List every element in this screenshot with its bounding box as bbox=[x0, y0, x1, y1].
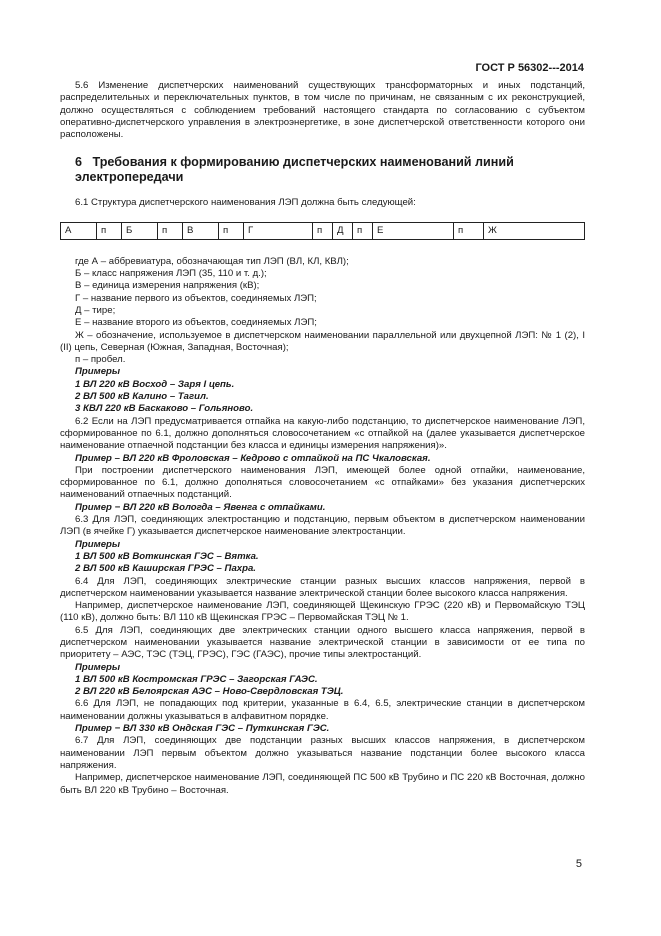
paragraph-6-7: 6.7 Для ЛЭП, соединяющих две подстанции разных высших классов напряжения, в диспетчерском наименовании ЛЭП первым объектом должно указываться название подстанции более высокого класса напряжения. bbox=[60, 735, 585, 771]
table-cell: А bbox=[61, 222, 97, 239]
example-item: 2 ВЛ 500 кВ Калино – Тагил. bbox=[75, 391, 209, 403]
example-item: 1 ВЛ 220 кВ Восход – Заря I цепь. bbox=[75, 378, 235, 390]
examples-block-2 bbox=[60, 539, 585, 576]
table-cell: В bbox=[183, 222, 219, 239]
legend-item: Д – тире; bbox=[75, 304, 116, 316]
paragraph-6-3: 6.3 Для ЛЭП, соединяющих электростанцию и подстанцию, первым объектом в диспетчерском наименовании ЛЭП (в ячейке Г) указывается диспетчерское наименование электростанции. bbox=[60, 514, 585, 538]
table-row bbox=[61, 222, 585, 239]
paragraph-6-4: 6.4 Для ЛЭП, соединяющих электрические станции разных высших классов напряжения, первой в диспетчерском наименовании указывается название электрической станции более высокого класса напряжения. bbox=[60, 575, 585, 599]
legend-item-zh: Ж – обозначение, используемое в диспетчерском наименовании параллельной или двухцепной ЛЭП: № 1 (2), I (II) цепь, Северная (Южная, Западная, Восточная); bbox=[60, 329, 585, 353]
legend-item: Г – название первого из объектов, соединяемых ЛЭП; bbox=[75, 292, 317, 304]
paragraph-6-1: 6.1 Структура диспетчерского наименования ЛЭП должна быть следующей: bbox=[75, 197, 416, 209]
name-structure-table bbox=[60, 222, 585, 240]
legend-item: где А – аббревиатура, обозначающая тип ЛЭП (ВЛ, КЛ, КВЛ); bbox=[75, 255, 349, 267]
paragraph-6-4b: Например, диспетчерское наименование ЛЭП, соединяющей Щекинскую ГРЭС (220 кВ) и Первомайскую ТЭЦ (110 кВ), должно быть: ВЛ 110 кВ Щекинская ГРЭС – Первомайская ТЭЦ № 1. bbox=[60, 600, 585, 624]
table-cell: Ж bbox=[484, 222, 585, 239]
table-cell: Е bbox=[373, 222, 454, 239]
paragraph-6-2b: При построении диспетчерского наименования ЛЭП, имеющей более одной отпайки, наименование, сформированное по 6.1, должно дополняться словосочетанием «с отпайками» без указания диспетчерских наименований отпаечных подстанций. bbox=[60, 464, 585, 501]
table-cell: п bbox=[313, 222, 333, 239]
table-cell: Б bbox=[122, 222, 158, 239]
example-6-2b: Пример − ВЛ 220 кВ Вологда – Явенга с отпайками. bbox=[75, 501, 326, 513]
table-cell: Д bbox=[333, 222, 353, 239]
example-item: 2 ВЛ 500 кВ Каширская ГРЭС – Пахра. bbox=[75, 563, 256, 575]
example-item: 2 ВЛ 220 кВ Белоярская АЭС – Ново-Свердловская ТЭЦ. bbox=[75, 686, 344, 698]
example-6-6: Пример − ВЛ 330 кВ Ондская ГЭС – Путкинская ГЭС. bbox=[75, 723, 330, 735]
table-cell: п bbox=[353, 222, 373, 239]
example-item: 1 ВЛ 500 кВ Воткинская ГЭС – Вятка. bbox=[75, 550, 259, 562]
example-item: 1 ВЛ 500 кВ Костромская ГРЭС – Загорская ГАЭС. bbox=[75, 673, 318, 685]
legend-item: Б – класс напряжения ЛЭП (35, 110 и т. д.); bbox=[75, 268, 267, 280]
paragraph-6-5: 6.5 Для ЛЭП, соединяющих две электрических станции одного высшего класса напряжения, первой в диспетчерском наименовании указывается название электрической станции в зависимости от ее типа по приоритету – АЭС, ТЭС (ТЭЦ, ГРЭС), ГЭС (ГАЭС), прочие типы электростанций. bbox=[60, 624, 585, 661]
table-cell: п bbox=[219, 222, 244, 239]
examples-block-1 bbox=[60, 366, 585, 415]
table-cell: п bbox=[97, 222, 122, 239]
paragraph-6-2: 6.2 Если на ЛЭП предусматривается отпайка на какую-либо подстанцию, то диспетчерское наименование ЛЭП, сформированное по 6.1, должно дополняться словосочетанием «с отпайкой на (далее указывается диспетчерское наименование отпаечной подстанции без класса и единицы измерения напряжения)». bbox=[60, 415, 585, 452]
examples-block-3 bbox=[60, 662, 585, 699]
examples-heading: Примеры bbox=[75, 538, 121, 550]
table-cell: п bbox=[454, 222, 484, 239]
page-content bbox=[60, 80, 585, 797]
paragraph-5-6: 5.6 Изменение диспетчерских наименований существующих трансформаторных и иных подстанций, распределительных и переключательных пунктов, в том числе по причинам, не связанным с их реконструкцией, должно осуществляться с соблюдением требований настоящего стандарта по согласованию с субъектом оперативно-диспетчерского управления в электроэнергетике, в зоне диспетчерской ответственности которого они расположены. bbox=[60, 80, 585, 141]
section-6-number: 6 bbox=[75, 155, 83, 170]
examples-heading: Примеры bbox=[75, 661, 121, 673]
document-id-header: ГОСТ Р 56302---2014 bbox=[475, 62, 584, 74]
page-number: 5 bbox=[575, 858, 582, 870]
section-6-heading bbox=[75, 155, 585, 185]
paragraph-6-6: 6.6 Для ЛЭП, не попадающих под критерии, указанные в 6.4, 6.5, электрические станции в диспетчерском наименовании должны указываться в алфавитном порядке. bbox=[60, 698, 585, 722]
examples-heading: Примеры bbox=[75, 366, 121, 378]
paragraph-6-7b: Например, диспетчерское наименование ЛЭП, соединяющей ПС 500 кВ Трубино и ПС 220 кВ Восточная, должно быть ВЛ 220 кВ Трубино – Восточная. bbox=[60, 772, 585, 796]
table-cell: п bbox=[158, 222, 183, 239]
legend-item-n: п – пробел. bbox=[75, 354, 126, 366]
legend-item: В – единица измерения напряжения (кВ); bbox=[75, 280, 260, 292]
example-item: 3 КВЛ 220 кВ Баскаково – Гольяново. bbox=[75, 403, 254, 415]
section-6-title: Требования к формированию диспетчерских наименований линий электропередачи bbox=[75, 155, 514, 185]
example-6-2: Пример – ВЛ 220 кВ Фроловская – Кедрово с отпайкой на ПС Чкаловская. bbox=[75, 452, 431, 464]
legend-item: Е – название второго из объектов, соединяемых ЛЭП; bbox=[75, 317, 317, 329]
legend-list bbox=[60, 256, 585, 330]
table-cell: Г bbox=[244, 222, 313, 239]
